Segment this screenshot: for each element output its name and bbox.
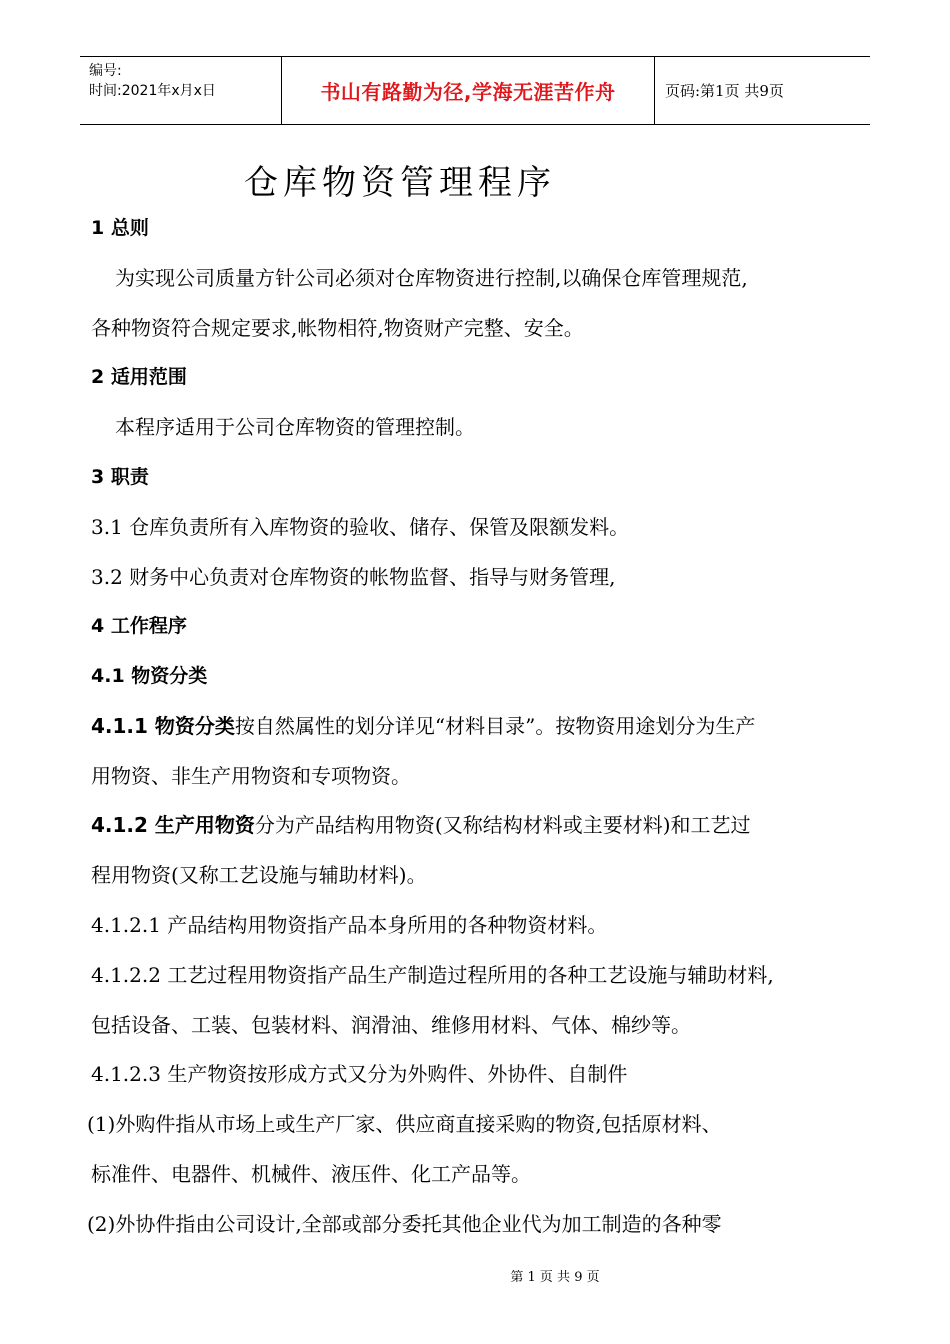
header-page-info: 页码:第1页 共9页	[665, 82, 784, 100]
page-footer: 第 1 页 共 9 页	[510, 1270, 600, 1285]
header-meta-cell	[80, 57, 281, 124]
section-3-heading: 3 职责	[91, 466, 149, 488]
section-4-1-heading: 4.1 物资分类	[91, 665, 208, 687]
section-4-1-2-2-line-1: 4.1.2.2 工艺过程用物资指产品生产制造过程所用的各种工艺设施与辅助材料,	[91, 963, 774, 987]
section-4-1-1-label: 4.1.1 物资分类	[91, 714, 235, 738]
document-time-label: 时间:2021年x月x日	[89, 83, 216, 99]
section-1-paragraph-line-2: 各种物资符合规定要求,帐物相符,物资财产完整、安全。	[91, 316, 584, 340]
document-title: 仓库物资管理程序	[244, 163, 556, 203]
header-motto-cell	[281, 57, 655, 124]
header-motto: 书山有路勤为径,学海无涯苦作舟	[320, 80, 616, 104]
section-3-2: 3.2 财务中心负责对仓库物资的帐物监督、指导与财务管理,	[91, 565, 616, 589]
section-4-1-1-line-2: 用物资、非生产用物资和专项物资。	[91, 764, 411, 788]
section-4-1-2-line-1	[91, 811, 751, 839]
section-4-1-1-line-1	[91, 712, 755, 740]
section-4-1-2-text: 分为产品结构用物资(又称结构材料或主要材料)和工艺过	[254, 813, 751, 837]
list-item-1-line-1: (1)外购件指从市场上或生产厂家、供应商直接采购的物资,包括原材料、	[87, 1112, 722, 1136]
section-1-paragraph-line-1: 为实现公司质量方针公司必须对仓库物资进行控制,以确保仓库管理规范,	[115, 266, 748, 290]
header-page-cell	[655, 57, 870, 124]
section-1-heading: 1 总则	[91, 217, 149, 239]
section-3-1: 3.1 仓库负责所有入库物资的验收、储存、保管及限额发料。	[91, 515, 630, 539]
document-header	[80, 56, 870, 125]
section-4-heading: 4 工作程序	[91, 615, 187, 637]
list-item-2-line-1: (2)外协件指由公司设计,全部或部分委托其他企业代为加工制造的各种零	[87, 1212, 722, 1236]
section-2-paragraph: 本程序适用于公司仓库物资的管理控制。	[115, 415, 475, 439]
section-4-1-2-label: 4.1.2 生产用物资	[91, 813, 255, 837]
section-4-1-2-line-2: 程用物资(又称工艺设施与辅助材料)。	[91, 863, 427, 887]
document-number-label: 编号:	[89, 63, 122, 79]
section-4-1-2-2-line-2: 包括设备、工装、包装材料、润滑油、维修用材料、气体、棉纱等。	[91, 1013, 691, 1037]
section-4-1-1-text: 按自然属性的划分详见“材料目录”。按物资用途划分为生产	[234, 714, 756, 738]
section-4-1-2-3: 4.1.2.3 生产物资按形成方式又分为外购件、外协件、自制件	[91, 1062, 628, 1086]
list-item-1-line-2: 标准件、电器件、机械件、液压件、化工产品等。	[91, 1162, 531, 1186]
section-2-heading: 2 适用范围	[91, 366, 187, 388]
section-4-1-2-1: 4.1.2.1 产品结构用物资指产品本身所用的各种物资材料。	[91, 913, 608, 937]
